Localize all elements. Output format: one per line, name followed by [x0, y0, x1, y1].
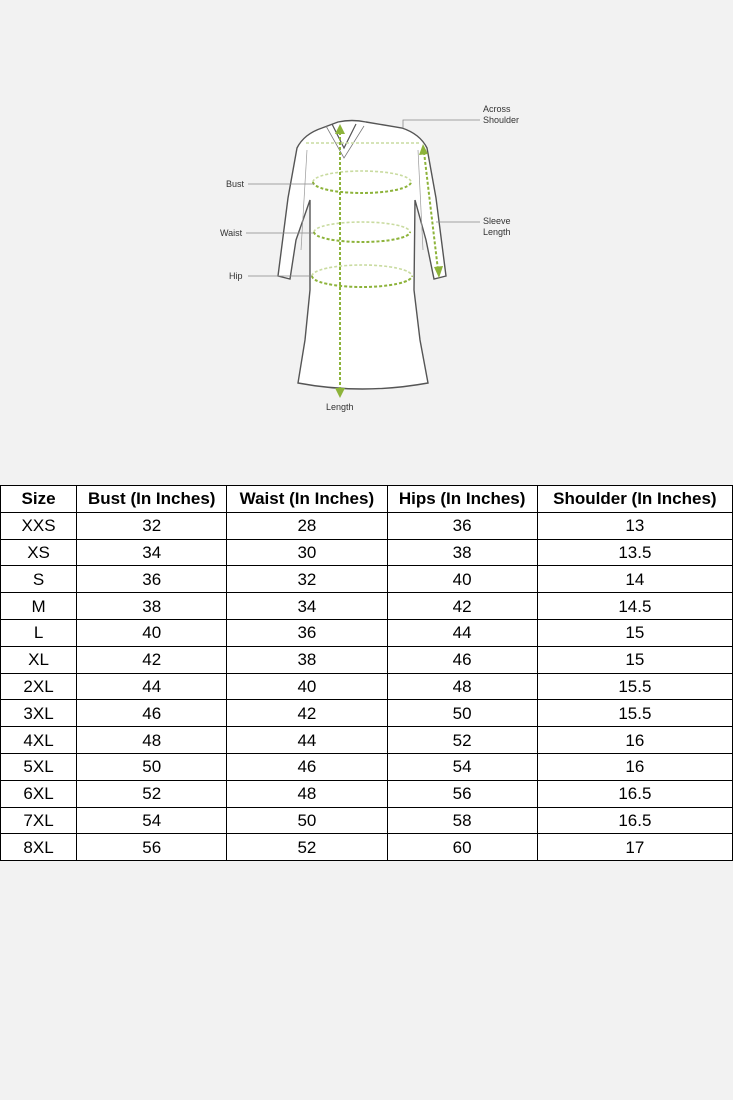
size-cell: 5XL	[1, 753, 77, 780]
bust-cell: 48	[77, 727, 227, 754]
size-cell: XS	[1, 539, 77, 566]
waist-cell: 48	[227, 780, 387, 807]
shoulder-cell: 15	[537, 646, 732, 673]
table-row	[1, 807, 733, 834]
size-cell: 8XL	[1, 834, 77, 861]
waist-cell: 30	[227, 539, 387, 566]
bust-cell: 32	[77, 512, 227, 539]
table-row	[1, 727, 733, 754]
hips-cell: 44	[387, 619, 537, 646]
size-cell: 7XL	[1, 807, 77, 834]
shoulder-cell: 15	[537, 619, 732, 646]
size-chart-table	[0, 485, 733, 861]
bust-cell: 52	[77, 780, 227, 807]
table-row	[1, 593, 733, 620]
waist-cell: 28	[227, 512, 387, 539]
kurta-illustration	[0, 0, 733, 440]
shoulder-cell: 15.5	[537, 700, 732, 727]
header-bust: Bust (In Inches)	[77, 486, 227, 513]
hips-cell: 42	[387, 593, 537, 620]
hips-cell: 48	[387, 673, 537, 700]
shoulder-cell: 14	[537, 566, 732, 593]
bust-cell: 34	[77, 539, 227, 566]
hips-cell: 54	[387, 753, 537, 780]
waist-cell: 42	[227, 700, 387, 727]
shoulder-cell: 17	[537, 834, 732, 861]
header-shoulder: Shoulder (In Inches)	[537, 486, 732, 513]
size-cell: XXS	[1, 512, 77, 539]
size-cell: 4XL	[1, 727, 77, 754]
waist-cell: 32	[227, 566, 387, 593]
bust-label: Bust	[226, 179, 245, 189]
shoulder-cell: 15.5	[537, 673, 732, 700]
size-cell: M	[1, 593, 77, 620]
across-label: Across	[483, 104, 511, 114]
size-cell: 3XL	[1, 700, 77, 727]
table-row	[1, 619, 733, 646]
hips-cell: 50	[387, 700, 537, 727]
size-cell: XL	[1, 646, 77, 673]
shoulder-cell: 14.5	[537, 593, 732, 620]
length-label: Length	[326, 402, 354, 412]
hips-cell: 56	[387, 780, 537, 807]
waist-cell: 50	[227, 807, 387, 834]
table-row	[1, 673, 733, 700]
bust-cell: 42	[77, 646, 227, 673]
waist-cell: 34	[227, 593, 387, 620]
waist-cell: 44	[227, 727, 387, 754]
bust-cell: 56	[77, 834, 227, 861]
bust-cell: 54	[77, 807, 227, 834]
table-row	[1, 700, 733, 727]
shoulder-cell: 16	[537, 727, 732, 754]
shoulder-label: Shoulder	[483, 115, 520, 125]
waist-cell: 46	[227, 753, 387, 780]
waist-cell: 40	[227, 673, 387, 700]
bust-cell: 50	[77, 753, 227, 780]
size-cell: 2XL	[1, 673, 77, 700]
waist-cell: 38	[227, 646, 387, 673]
kurta-outline	[278, 121, 446, 390]
bust-cell: 40	[77, 619, 227, 646]
size-cell: L	[1, 619, 77, 646]
waist-cell: 36	[227, 619, 387, 646]
bust-cell: 44	[77, 673, 227, 700]
shoulder-cell: 16	[537, 753, 732, 780]
bust-cell: 46	[77, 700, 227, 727]
hips-cell: 58	[387, 807, 537, 834]
bust-cell: 38	[77, 593, 227, 620]
table-header-row	[1, 486, 733, 513]
table-row	[1, 834, 733, 861]
hips-cell: 60	[387, 834, 537, 861]
hips-cell: 36	[387, 512, 537, 539]
shoulder-cell: 16.5	[537, 780, 732, 807]
table-row	[1, 646, 733, 673]
sleeve-label: Sleeve	[483, 216, 511, 226]
header-size: Size	[1, 486, 77, 513]
waist-cell: 52	[227, 834, 387, 861]
shoulder-cell: 13	[537, 512, 732, 539]
kurta-measurement-diagram	[0, 0, 733, 440]
hips-cell: 40	[387, 566, 537, 593]
waist-label: Waist	[220, 228, 243, 238]
header-hips: Hips (In Inches)	[387, 486, 537, 513]
hip-label: Hip	[229, 271, 243, 281]
sleeve-length-label: Length	[483, 227, 511, 237]
table-row	[1, 780, 733, 807]
table-row	[1, 566, 733, 593]
size-cell: 6XL	[1, 780, 77, 807]
bust-cell: 36	[77, 566, 227, 593]
hips-cell: 38	[387, 539, 537, 566]
shoulder-cell: 13.5	[537, 539, 732, 566]
hips-cell: 52	[387, 727, 537, 754]
table-row	[1, 539, 733, 566]
hips-cell: 46	[387, 646, 537, 673]
table-row	[1, 512, 733, 539]
shoulder-cell: 16.5	[537, 807, 732, 834]
header-waist: Waist (In Inches)	[227, 486, 387, 513]
table-row	[1, 753, 733, 780]
size-cell: S	[1, 566, 77, 593]
